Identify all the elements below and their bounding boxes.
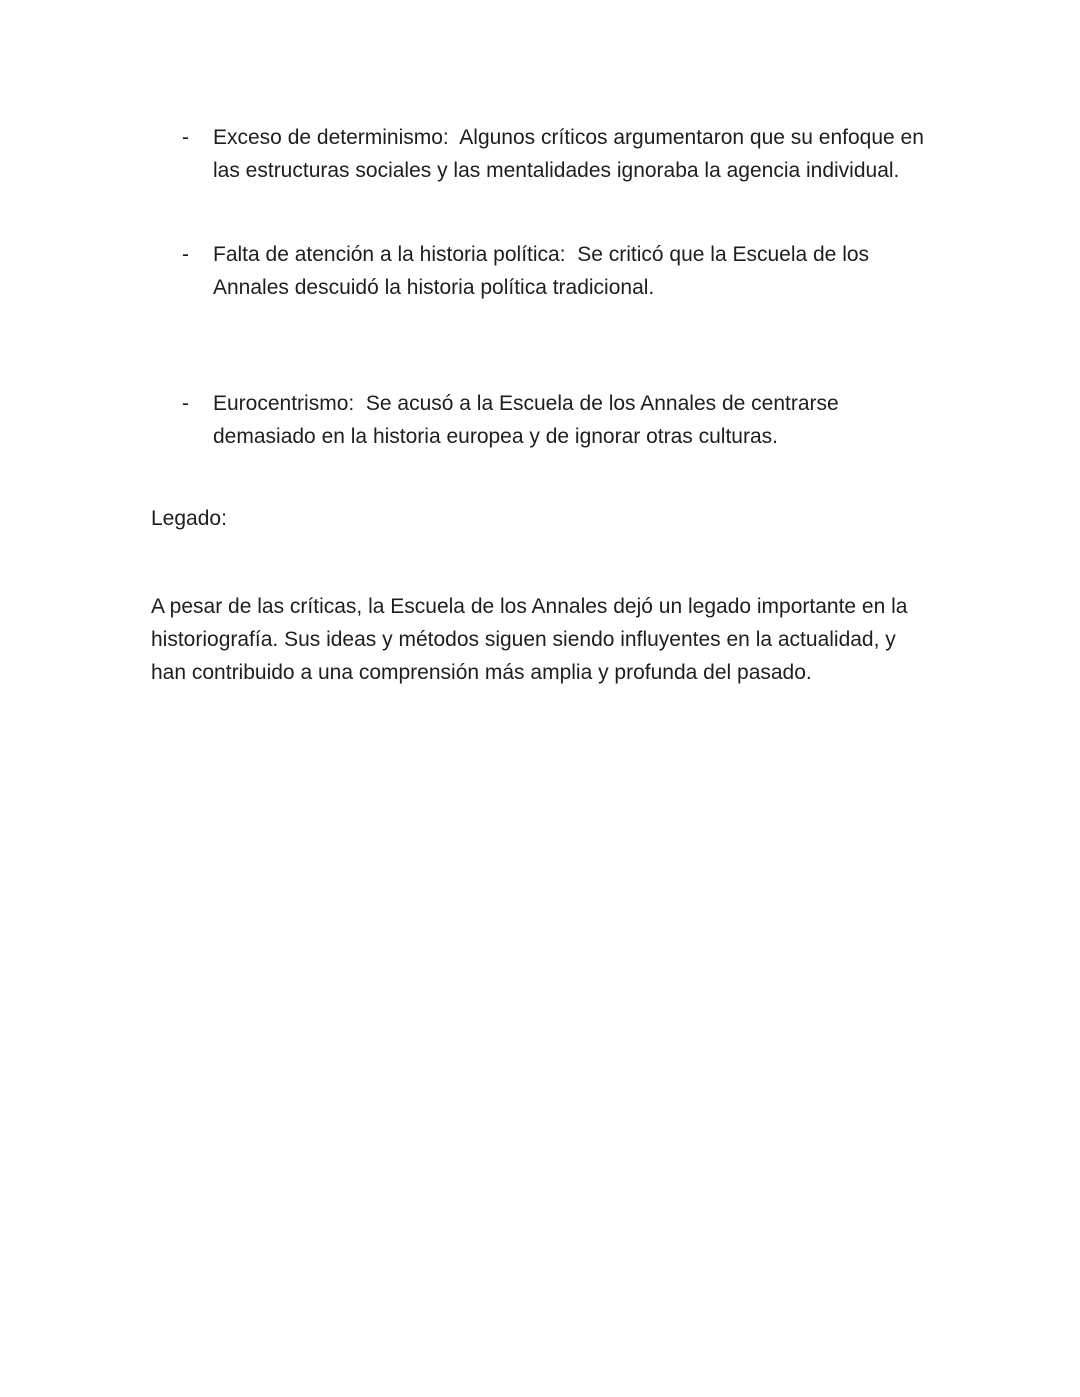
section-heading-legado: Legado: bbox=[151, 507, 227, 530]
bullet-dash-marker: - bbox=[182, 243, 189, 266]
bullet-text: Falta de atención a la historia política: Se criticó que la Escuela de los Annales descuidó la historia política tradicional. bbox=[213, 243, 874, 299]
bullet-dash-marker: - bbox=[182, 392, 189, 415]
document-content bbox=[0, 0, 1080, 689]
bullet-item bbox=[151, 121, 932, 187]
bullet-item bbox=[151, 387, 932, 453]
bullet-text: Exceso de determinismo: Algunos críticos argumentaron que su enfoque en las estructuras sociales y las mentalidades ignoraba la agencia individual. bbox=[213, 126, 930, 182]
bullet-list bbox=[151, 121, 932, 453]
bullet-item bbox=[151, 238, 932, 304]
body-paragraph: A pesar de las críticas, la Escuela de los Annales dejó un legado importante en la historiografía. Sus ideas y métodos siguen siendo influyentes en la actualidad, y han contribuido a una comprensión más amplia y profunda del pasado. bbox=[151, 595, 914, 684]
bullet-text: Eurocentrismo: Se acusó a la Escuela de los Annales de centrarse demasiado en la historia europea y de ignorar otras culturas. bbox=[213, 392, 845, 448]
bullet-dash-marker: - bbox=[182, 126, 189, 149]
